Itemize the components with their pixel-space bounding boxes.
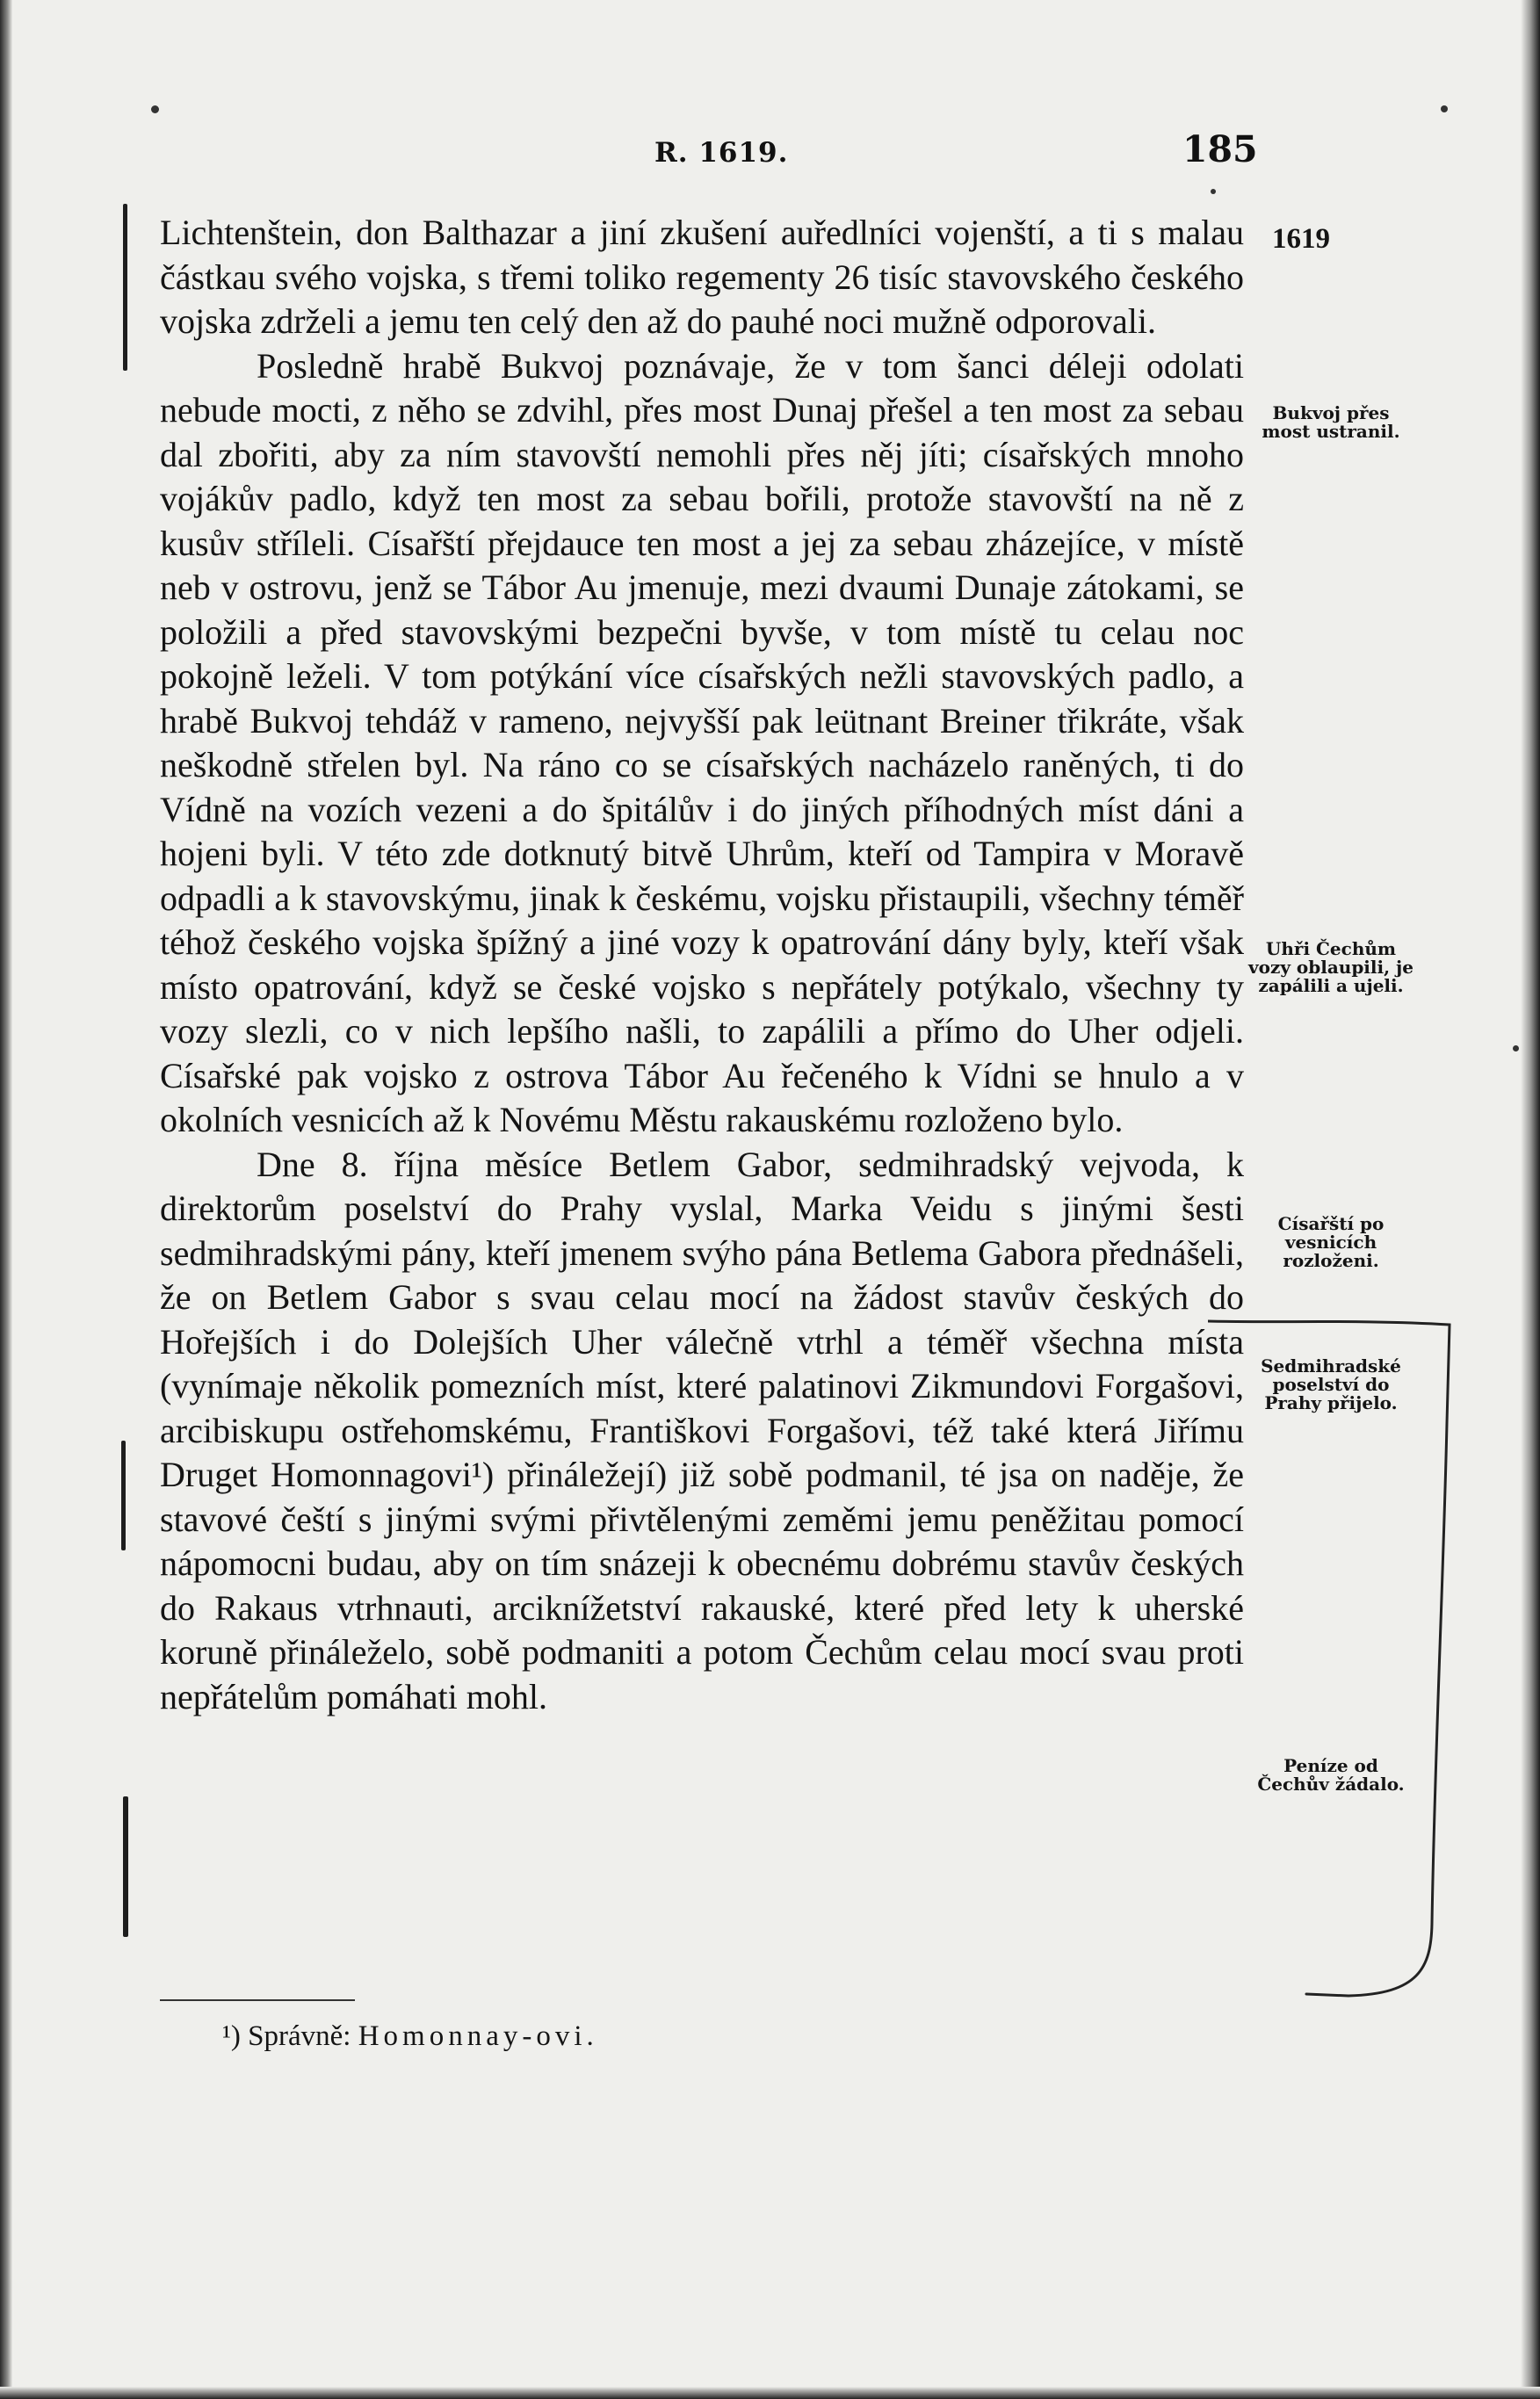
ink-speck (151, 105, 159, 113)
page-right-edge (1521, 0, 1540, 2399)
margin-note: Uhři Čechům vozy oblaupili, je zapálili a ujeli. (1248, 938, 1413, 996)
ink-speck (1513, 1045, 1519, 1051)
page-header (0, 125, 1540, 177)
page-number: 185 (1182, 128, 1258, 170)
page-bottom-edge (0, 2387, 1540, 2399)
footnote (222, 2020, 598, 2053)
margin-note: Peníze od Čechův žádalo. (1257, 1755, 1405, 1795)
footnote-rule (160, 1999, 355, 2001)
main-text (160, 211, 1244, 1719)
margin-note: Sedmihradské poselství do Prahy přijelo. (1261, 1355, 1401, 1413)
footnote-marker: ¹) Správně: (222, 2020, 351, 2052)
paragraph: Lichtenštein, don Balthazar a jiní zkušení auředlníci vojenští, a ti s malau částkau svého vojska, s třemi toliko regementy 26 tisíc stavovského českého vojska zdrželi a jemu ten celý den až do pauhé noci mužně odporovali. (160, 213, 1244, 341)
page-left-edge (0, 0, 12, 2399)
ink-mark (123, 1796, 128, 1937)
paragraph: Dne 8. října měsíce Betlem Gabor, sedmihradský vejvoda, k direktorům poselství do Prahy vyslal, Marka Veidu s jinými šesti sedmihradskými pány, kteří jmenem svýho pána Betlema Gabora přednášeli, že on Betlem Gabor s svau celau mocí na žádost stavův českých do Hořejších i do Dolejších Uher válečně vtrhl a téměř všechna místa (vynímaje několik pomezních míst, které palatinovi Zikmundovi Forgašovi, arcibiskupu ostřehomskému, Františkovi Forgašovi, též také která Jiřímu Druget Homonnagovi¹) přináležejí) již sobě podmanil, té jsa on naděje, že stavové čeští s jinými svými přivtělenými zeměmi jemu peněžitau pomocí nápomocni budau, aby on tím snázeji k obecnému dobrému stavův českých do Rakaus vtrhnauti, arciknížetství rakauské, které před lety k uherské koruně přináleželo, sobě podmaniti a potom Čechům celau mocí svau proti nepřátelům pomáhati mohl. (160, 1144, 1244, 1716)
ink-mark (123, 204, 127, 371)
ink-speck (1211, 189, 1216, 194)
margin-note: Císařští po vesnicích rozloženi. (1277, 1213, 1385, 1271)
margin-note: Bukvoj přes most ustranil. (1262, 402, 1400, 442)
paragraph: Posledně hrabě Bukvoj poznávaje, že v tom šanci déleji odolati nebude mocti, z něho se zdvihl, přes most Dunaj přešel a ten most za sebau dal zbořiti, aby za ním stavovští nemohli přes něj jíti; císařských mnoho vojákův padlo, když ten most za sebau bořili, protože stavovští na ně z kusův stříleli. Císařští přejdauce ten most a jej za sebau zházejíce, v místě neb v ostrovu, jenž se Tábor Au jmenuje, mezi dvaumi Dunaje zátokami, se položili a před stavovskými bezpečni byvše, v tom místě tu celau noc pokojně leželi. V tom potýkání více císařských nežli stavovských padlo, a hrabě Bukvoj tehdáž v rameno, nejvyšší pak leütnant Breiner třikráte, však neškodně střelen byl. Na ráno co se císařských nacházelo raněných, ti do Vídně na vozích vezeni a do špitálův i do jiných příhodných míst dáni a hojeni byli. V této zde dotknutý bitvě Uhrům, kteří od Tampira v Moravě odpadli a k stavovskýmu, jinak k českému, vojsku přistaupili, všechny téměř téhož českého vojska špížný a jiné vozy k opatrování dány byly, kteří však místo opatrování, když se české vojsko s nepřátely potýkalo, všechny ty vozy slezli, co v nich lepšího našli, to zapálili a přímo do Uher odjeli. Císařské pak vojsko z ostrova Tábor Au řečeného k Vídni se hnulo a v okolních vesnicích až k Novému Městu rakauskému rozloženo bylo. (160, 345, 1244, 1139)
ink-speck (1441, 105, 1448, 112)
margin-year: 1619 (1272, 223, 1330, 255)
footnote-name: Homonnay-ovi. (358, 2020, 598, 2052)
ink-mark (121, 1441, 126, 1550)
handwritten-bracket (1208, 1318, 1454, 2012)
running-head: R. 1619. (654, 137, 789, 169)
